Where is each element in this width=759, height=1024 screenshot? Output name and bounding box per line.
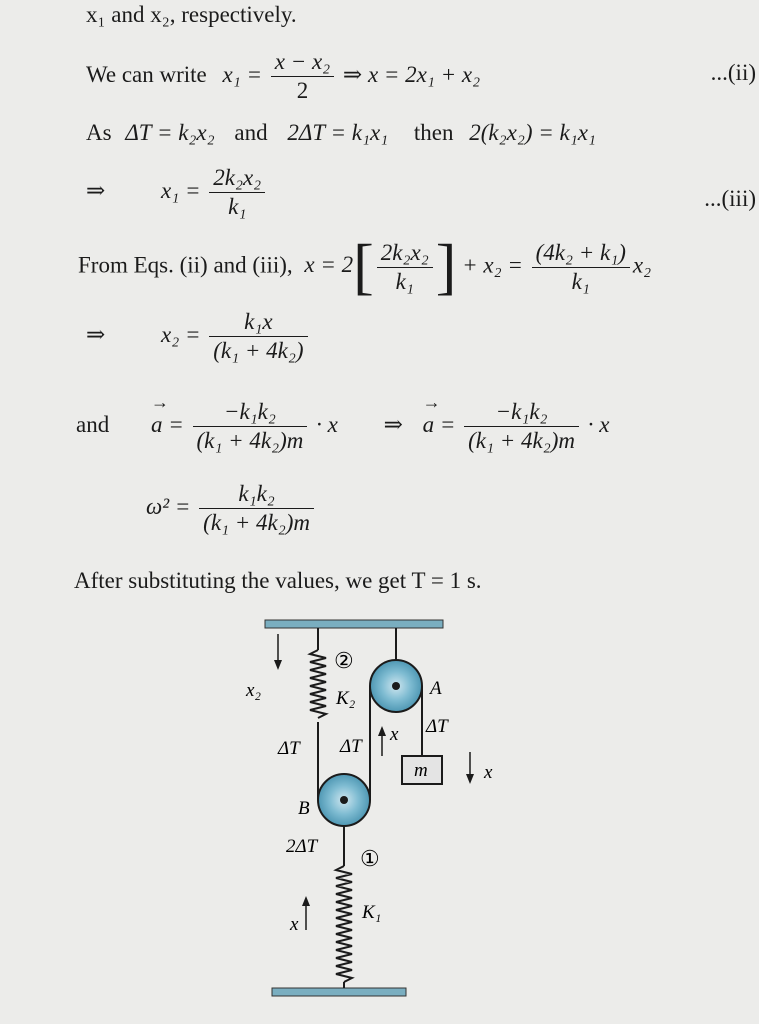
intro-line: x₁ and x₂, respectively. xyxy=(86,2,297,27)
spring-2 xyxy=(310,650,326,718)
arrow-x2-down xyxy=(274,634,282,670)
label-dT-mid: ΔT xyxy=(340,736,362,757)
label-m: m xyxy=(414,760,428,781)
label-A: A xyxy=(430,678,442,699)
fraction-x2: $\frac{\text{k₁x}}{\text{(k₁ + 4k₂)}}$ xyxy=(209,308,307,365)
x2-equation: ⇒ x₂ = $\frac{\text{k₁x}}{\text{(k₁ + 4k₂)}}$ xyxy=(86,308,759,365)
label-x-low: x xyxy=(290,914,299,935)
label-K1: K₁ xyxy=(362,902,382,923)
pulley-spring-diagram xyxy=(0,600,759,1024)
equation-number-ii: ...(ii) xyxy=(710,60,756,85)
tension-relation: As ΔT = k₂x₂ and 2ΔT = k₁x₁ then 2(k₂x₂) = k₁x₁ xyxy=(86,120,596,145)
fraction-a1: $\frac{\text{−k₁k₂}}{\text{(k₁ + 4k₂)m}}$ xyxy=(193,398,308,455)
label-dT-right: ΔT xyxy=(426,716,448,737)
omega-equation: ω² = $\frac{\text{k₁k₂}}{\text{(k₁ + 4k₂)m}}$ xyxy=(146,480,759,537)
label-x2: x₂ xyxy=(246,680,262,701)
label-dT-left: ΔT xyxy=(278,738,300,759)
fraction-inner: $\frac{\text{2k₂x₂}}{\text{k₁}}$ xyxy=(377,239,433,296)
label-circle-1: ① xyxy=(360,846,380,871)
floor xyxy=(272,988,406,996)
ceiling xyxy=(265,620,443,628)
equation-iii: ⇒ x₁ = $\frac{\text{2k₂x₂}}{\text{k₁}}$ ...(iii) xyxy=(86,165,756,219)
fraction-result: $\frac{\text{(4k₂ + k₁)}}{\text{k₁}}$ xyxy=(532,239,630,296)
label-x-right: x xyxy=(484,762,493,783)
label-2dT: 2ΔT xyxy=(286,836,318,857)
fraction-x1-b: $\frac{\text{2k₂x₂}}{\text{k₁}}$ xyxy=(209,164,265,221)
fraction-omega: $\frac{\text{k₁k₂}}{\text{(k₁ + 4k₂)m}}$ xyxy=(199,480,314,537)
spring-1 xyxy=(336,866,352,982)
arrow-x-up-lower xyxy=(302,896,310,930)
label-x-up: x xyxy=(390,724,399,745)
fraction-a2: $\frac{\text{−k₁k₂}}{\text{(k₁ + 4k₂)m}}$ xyxy=(464,398,579,455)
equation-number-iii: ...(iii) xyxy=(704,186,756,211)
conclusion-text: After substituting the values, we get T = 1 s. xyxy=(74,568,482,593)
arrow-x-down xyxy=(466,752,474,784)
fraction-x1: $\frac{\text{x − x₂}}{2}$ xyxy=(271,48,334,105)
equation-ii: We can write x₁ = $\frac{\text{x − x₂}}{2}$ ⇒ x = 2x₁ + x₂ ...(ii) xyxy=(86,49,756,103)
label-B: B xyxy=(298,798,310,819)
acceleration-equation: and → a = $\frac{\text{−k₁k₂}}{\text{(k₁ + 4k₂)m}}$ · x ⇒ → a = $\frac{\text{−k₁k₂}}{\text{(k₁ + 4k₂)m}}$ · x xyxy=(76,398,759,455)
arrow-x-up xyxy=(378,726,386,756)
label-circle-2: ② xyxy=(334,648,354,673)
label-K2: K₂ xyxy=(336,688,356,709)
combined-equation: From Eqs. (ii) and (iii), x = 2[ $\frac{\text{2k₂x₂}}{\text{k₁}}$ ] + x₂ = $\frac{\text{(4k₂ + k₁)}}{\text{k₁}}$ x₂ xyxy=(78,233,652,301)
